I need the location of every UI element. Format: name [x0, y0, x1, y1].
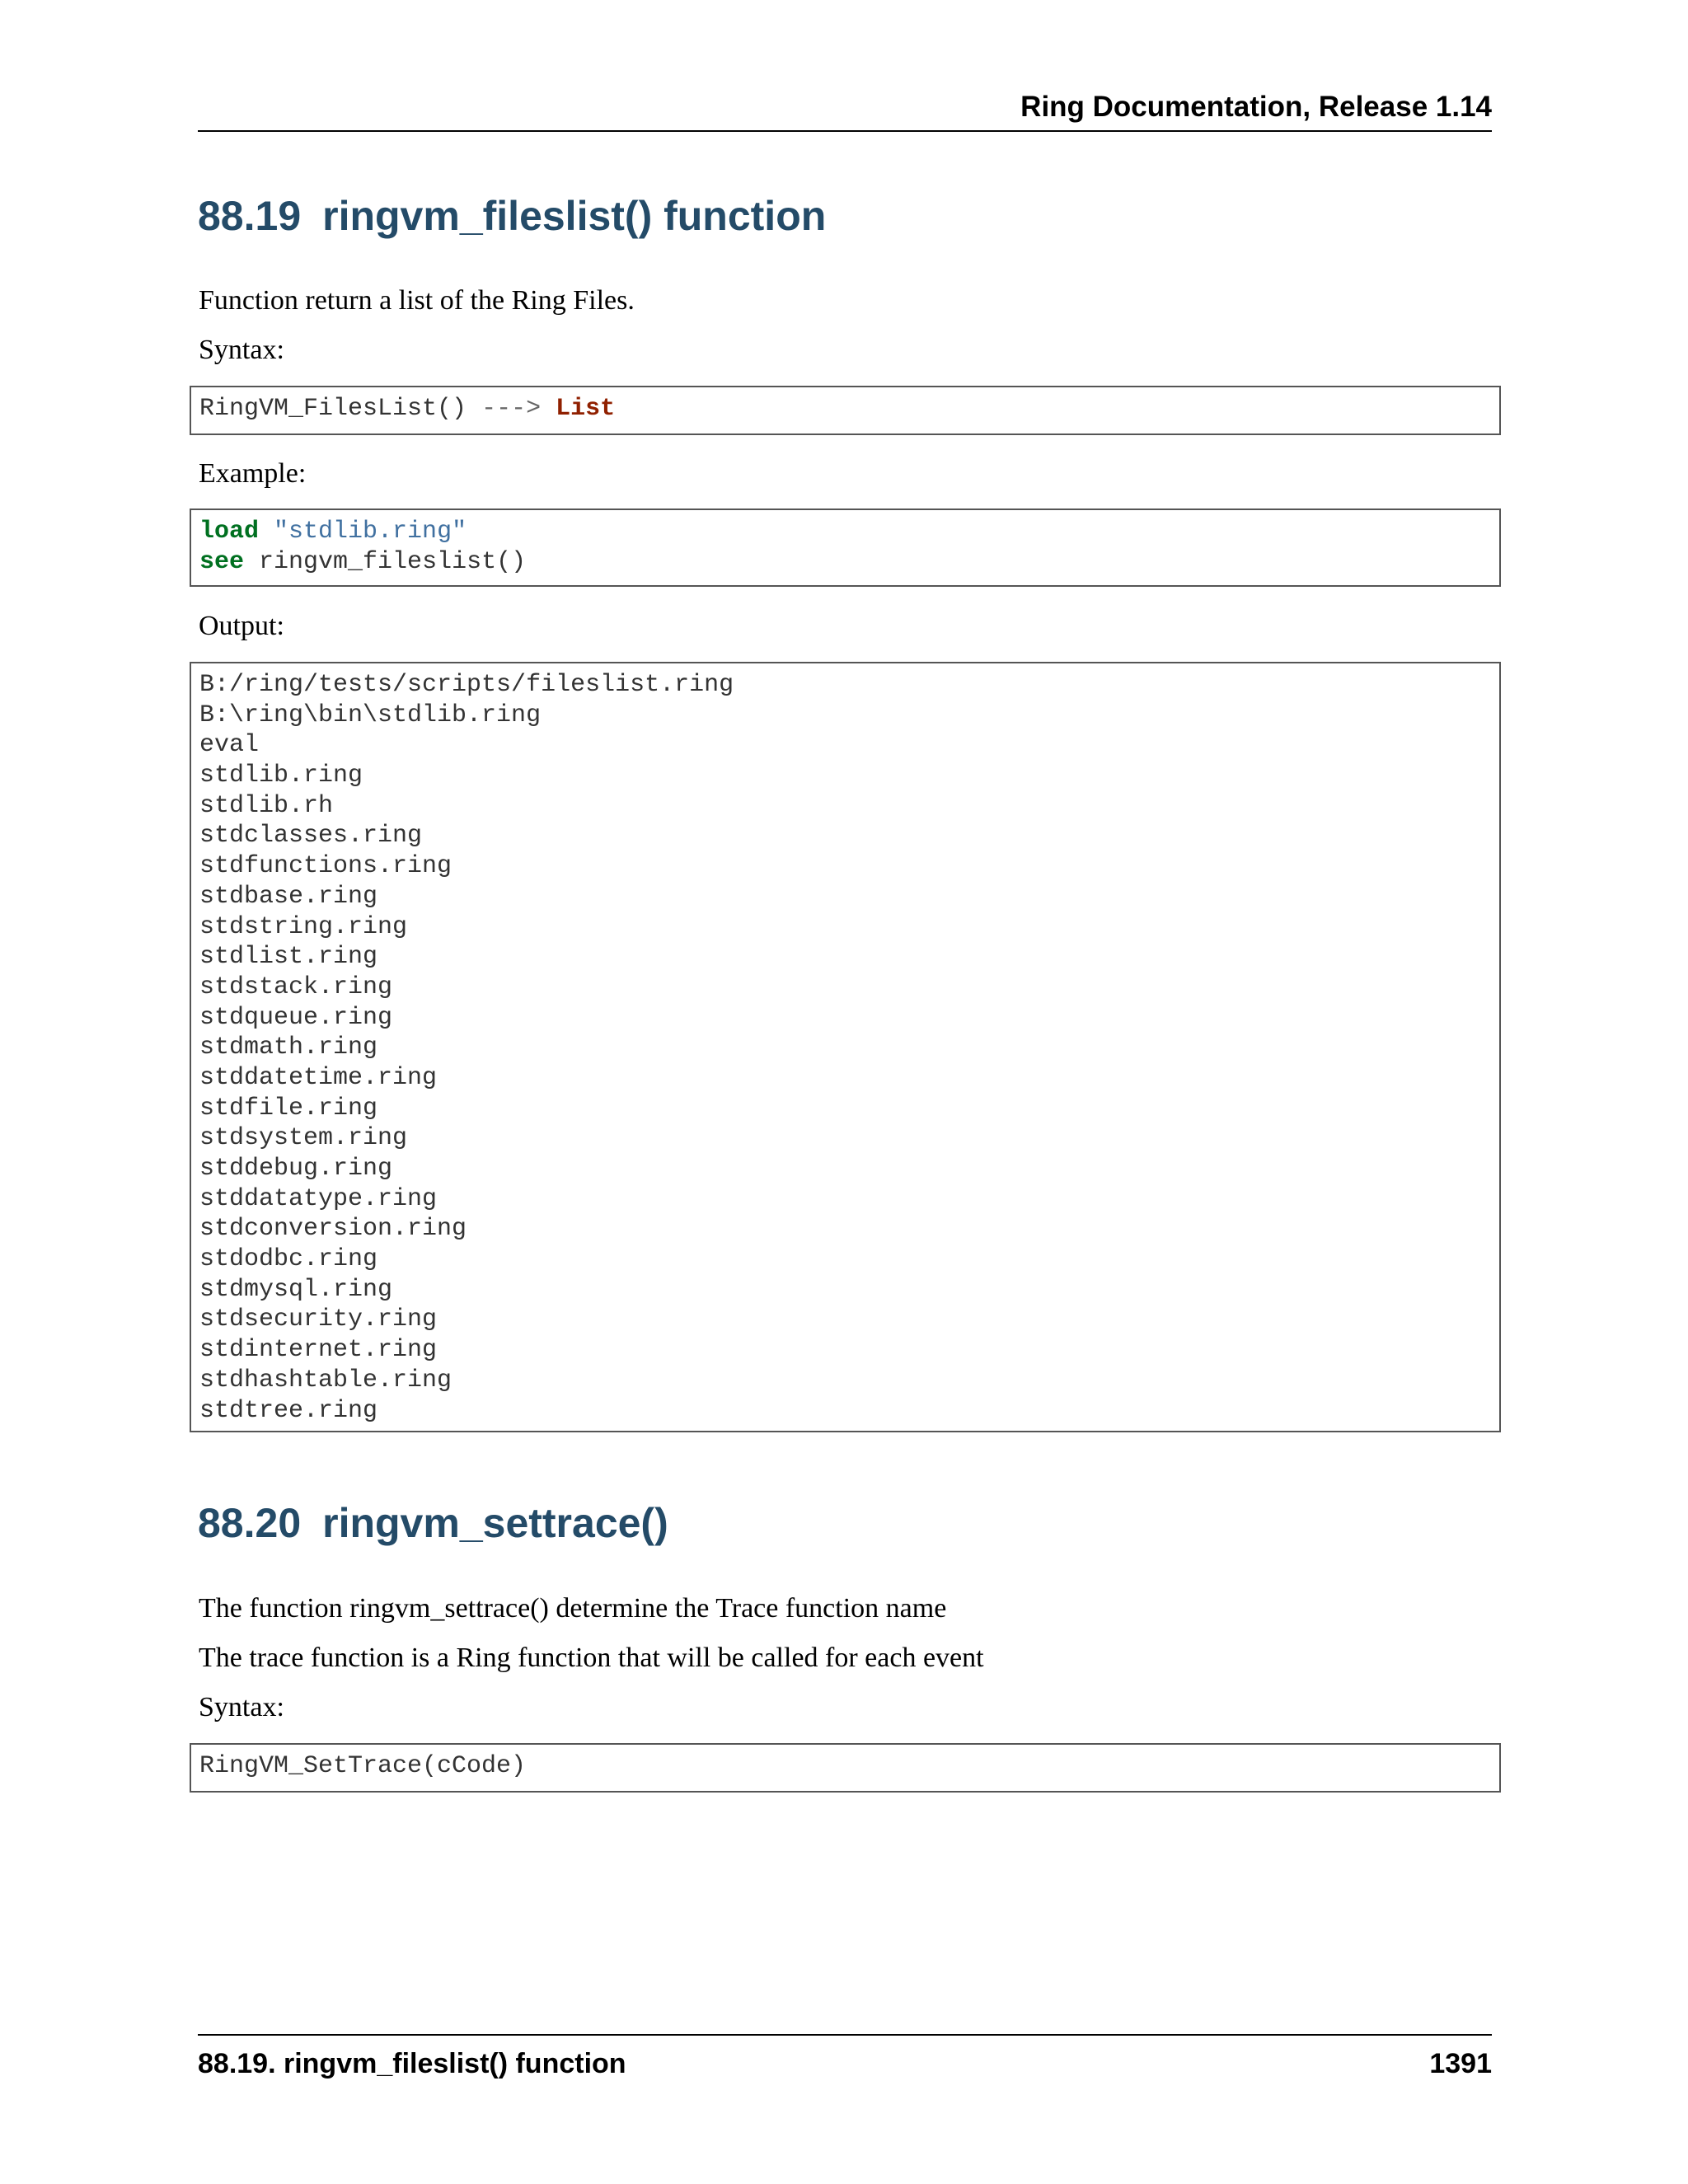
page-footer	[198, 2034, 1492, 2080]
output-label: Output:	[199, 611, 284, 641]
page-number: 1391	[1429, 2048, 1492, 2079]
running-header: Ring Documentation, Release 1.14	[198, 91, 1492, 132]
code-arrow: --->	[481, 395, 542, 423]
output-line: stdsystem.ring	[199, 1124, 408, 1153]
output-line: stddebug.ring	[199, 1155, 393, 1183]
section-title: ringvm_settrace()	[322, 1500, 668, 1546]
output-line: B:/ring/tests/scripts/fileslist.ring	[199, 671, 734, 699]
output-line: stdstring.ring	[199, 912, 408, 941]
section-number: 88.20	[198, 1500, 302, 1546]
output-line: stdlib.rh	[199, 791, 334, 820]
section-heading-88-20	[198, 1498, 668, 1548]
output-line: stdlib.ring	[199, 762, 363, 790]
example-label: Example:	[199, 458, 307, 489]
output-line: stdodbc.ring	[199, 1245, 378, 1274]
output-line: B:\ring\bin\stdlib.ring	[199, 701, 542, 729]
output-line: stddatatype.ring	[199, 1184, 438, 1213]
section-paragraph-2: The trace function is a Ring function that will be called for each event	[199, 1643, 984, 1673]
output-line: stddatetime.ring	[199, 1063, 438, 1092]
syntax-label: Syntax:	[199, 335, 284, 365]
output-line: stdfile.ring	[199, 1094, 378, 1122]
section-title: ringvm_fileslist() function	[322, 193, 827, 239]
output-line: stdmath.ring	[199, 1033, 378, 1062]
output-line: stdfunctions.ring	[199, 852, 452, 881]
output-code-block	[190, 662, 1501, 1432]
section-description: Function return a list of the Ring Files.	[199, 285, 635, 316]
syntax-code-block	[190, 386, 1501, 435]
output-line: stdsecurity.ring	[199, 1305, 438, 1334]
syntax-label: Syntax:	[199, 1692, 284, 1722]
code-call: ringvm_fileslist()	[259, 547, 527, 576]
output-line: stdlist.ring	[199, 943, 378, 972]
output-line: stdbase.ring	[199, 882, 378, 911]
output-line: eval	[199, 731, 260, 760]
section-number: 88.19	[198, 193, 302, 239]
code-func: RingVM_FilesList()	[199, 395, 467, 423]
output-line: stdhashtable.ring	[199, 1366, 452, 1394]
section-heading-88-19	[198, 191, 826, 241]
output-line: stdmysql.ring	[199, 1275, 393, 1304]
code-string: "stdlib.ring"	[274, 518, 467, 546]
output-line: stdconversion.ring	[199, 1215, 467, 1244]
code-line: RingVM_SetTrace(cCode)	[199, 1752, 527, 1780]
code-return-type: List	[556, 395, 616, 423]
settrace-syntax-code-block	[190, 1743, 1501, 1793]
section-paragraph-1: The function ringvm_settrace() determine the Trace function name	[199, 1593, 947, 1624]
output-line: stdtree.ring	[199, 1396, 378, 1425]
output-line: stdqueue.ring	[199, 1003, 393, 1032]
output-line: stdinternet.ring	[199, 1336, 438, 1365]
output-line: stdstack.ring	[199, 972, 393, 1001]
example-code-block	[190, 509, 1501, 587]
code-keyword-see: see	[199, 547, 245, 576]
output-line: stdclasses.ring	[199, 822, 423, 851]
footer-section: 88.19. ringvm_fileslist() function	[198, 2048, 626, 2079]
code-keyword-load: load	[199, 518, 260, 546]
